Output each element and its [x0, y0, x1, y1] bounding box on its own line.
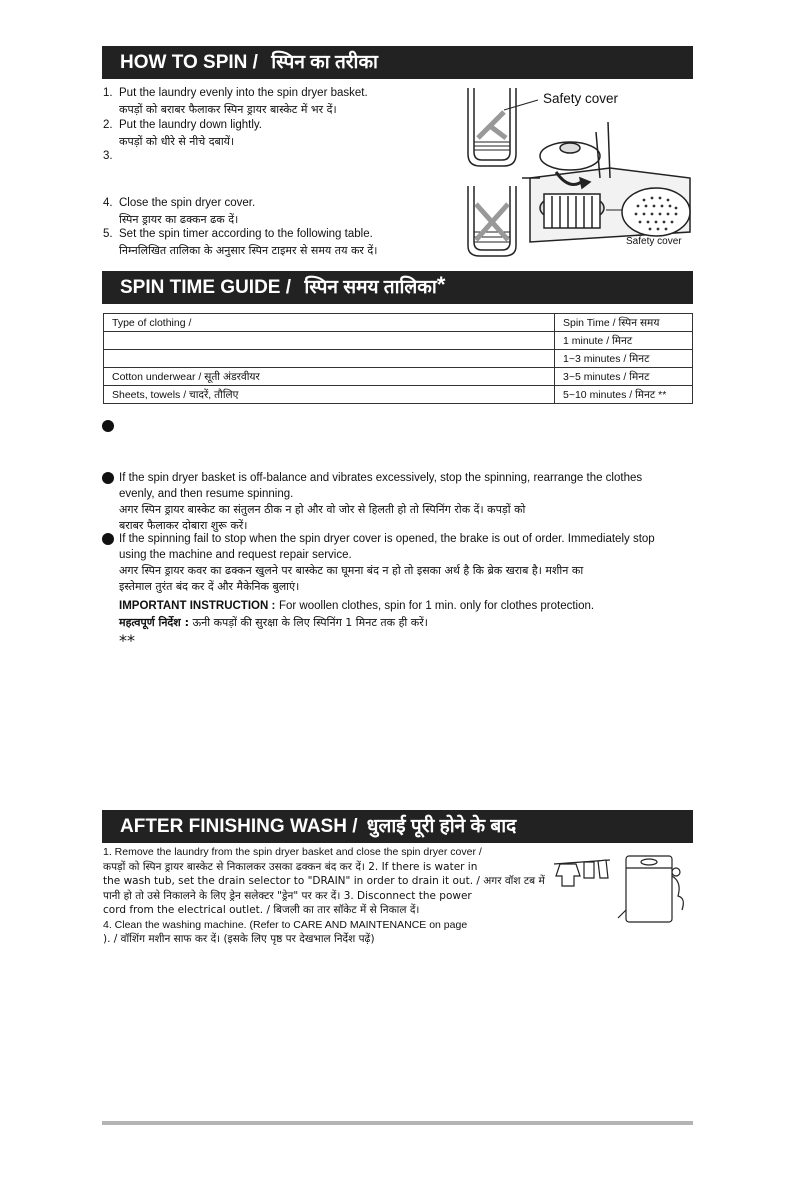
table-cell: 3~5 minutes / मिनट: [555, 368, 693, 386]
section-title-hindi: स्पिन समय तालिका: [304, 277, 437, 298]
washing-machine-clothesline-illustration: [548, 848, 688, 928]
table-row: [104, 332, 693, 350]
section-title-hindi: स्पिन का तरीका: [271, 52, 378, 73]
table-cell: Type of clothing /: [104, 314, 555, 332]
basket-top-icon: [468, 88, 538, 166]
table-cell: [104, 332, 555, 350]
table-cell: 5~10 minutes / मिनट **: [555, 386, 693, 404]
how-to-spin-header: [102, 46, 693, 79]
step-2: 2. Put the laundry down lightly. कपड़ों को धीरे से नीचे दबायें।: [103, 119, 262, 148]
step-4: 4. Close the spin dryer cover. स्पिन ड्रायर का ढक्कन ढक दें।: [103, 197, 256, 226]
table-cell: [104, 350, 555, 368]
table-row: [104, 368, 693, 386]
table-cell: Sheets, towels / चादरें, तौलिए: [104, 386, 555, 404]
asterisk: *: [436, 272, 446, 297]
footer-divider: [102, 1121, 693, 1125]
note-bullet-3: If the spinning fail to stop when the spin dryer cover is opened, the brake is out of order. Immediately stop using the machine and request repair service. अगर स्पिन ड्रायर कवर का ढक्कन खुलने पर बास्केट का घूमना बंद न हो तो इसका अर्थ है कि ब्रेक खराब है। मशीन का इस्तेमाल तुरंत बंद कर दें और मैकेनिक बुलाएं।: [102, 531, 655, 595]
bullet-dot: [102, 472, 114, 484]
table-cell: 1~3 minutes / मिनट: [555, 350, 693, 368]
step-3: 3.: [103, 150, 113, 162]
bullet-dot: [102, 533, 114, 545]
note-bullet-2: If the spin dryer basket is off-balance and vibrates excessively, stop the spinning, rearrange the clothes evenly, and then resume spinning. अगर स्पिन ड्रायर बास्केट का संतुलन ठीक न हो और वो जोर से हिलती हो तो स्पिनिंग रोक दें। कपड़ों को बराबर फैलाकर दोबारा शुरू करें।: [102, 470, 642, 534]
spin-time-table: [103, 313, 693, 404]
section-title: AFTER FINISHING WASH /: [120, 816, 358, 837]
step-5: 5. Set the spin timer according to the following table. निम्नलिखित तालिका के अनुसार स्पिन टाइमर से समय तय कर दें।: [103, 228, 378, 257]
section-title: HOW TO SPIN /: [120, 52, 258, 73]
spin-basket-illustration: [460, 82, 695, 260]
safety-cover-label-bottom: Safety cover: [626, 236, 682, 247]
important-instruction: IMPORTANT INSTRUCTION : For woollen clothes, spin for 1 min. only for clothes protection. महत्वपूर्ण निर्देश : ऊनी कपड़ों की सुरक्षा के लिए स्पिनिंग 1 मिनट तक ही करें।: [119, 600, 595, 629]
double-asterisk-note: **: [119, 631, 135, 650]
step-1: 1. Put the laundry evenly into the spin dryer basket. कपड़ों को बराबर फैलाकर स्पिन ड्रायर बास्केट में भर दें।: [103, 87, 368, 116]
table-cell: 1 minute / मिनट: [555, 332, 693, 350]
after-finishing-wash-header: [102, 810, 693, 843]
table-row: [104, 314, 693, 332]
bullet-dot: [102, 420, 114, 432]
section-title-hindi: धुलाई पूरी होने के बाद: [366, 816, 517, 837]
after-wash-instructions: 1. Remove the laundry from the spin dryer basket and close the spin dryer cover / कपड़ों को स्पिन ड्रायर बास्केट से निकालकर उसका ढक्कन बंद कर दें। 2. If there is water in the wash tub, set the drain selector to "DRAIN" in order to drain it out. / अगर वॉश टब में पानी हो तो उसे निकालने के लिए ड्रेन सलेक्टर "ड्रेन" पर कर दें। 3. Disconnect the power cord from the electrical outlet. / बिजली का तार सॉकेट में से निकाल दें। 4. Clean the washing machine. (Refer to CARE AND MAINTENANCE on page ). / वॉशिंग मशीन साफ कर दें। (इसके लिए पृष्ठ पर देखभाल निर्देश पढ़ें): [103, 846, 545, 945]
table-row: [104, 350, 693, 368]
table-cell: Cotton underwear / सूती अंडरवीयर: [104, 368, 555, 386]
basket-bottom-icon: [468, 186, 516, 256]
section-title: SPIN TIME GUIDE /: [120, 277, 292, 298]
spin-time-guide-header: [102, 271, 693, 304]
table-row: [104, 386, 693, 404]
table-cell: Spin Time / स्पिन समय: [555, 314, 693, 332]
safety-cover-label-top: Safety cover: [543, 91, 619, 106]
